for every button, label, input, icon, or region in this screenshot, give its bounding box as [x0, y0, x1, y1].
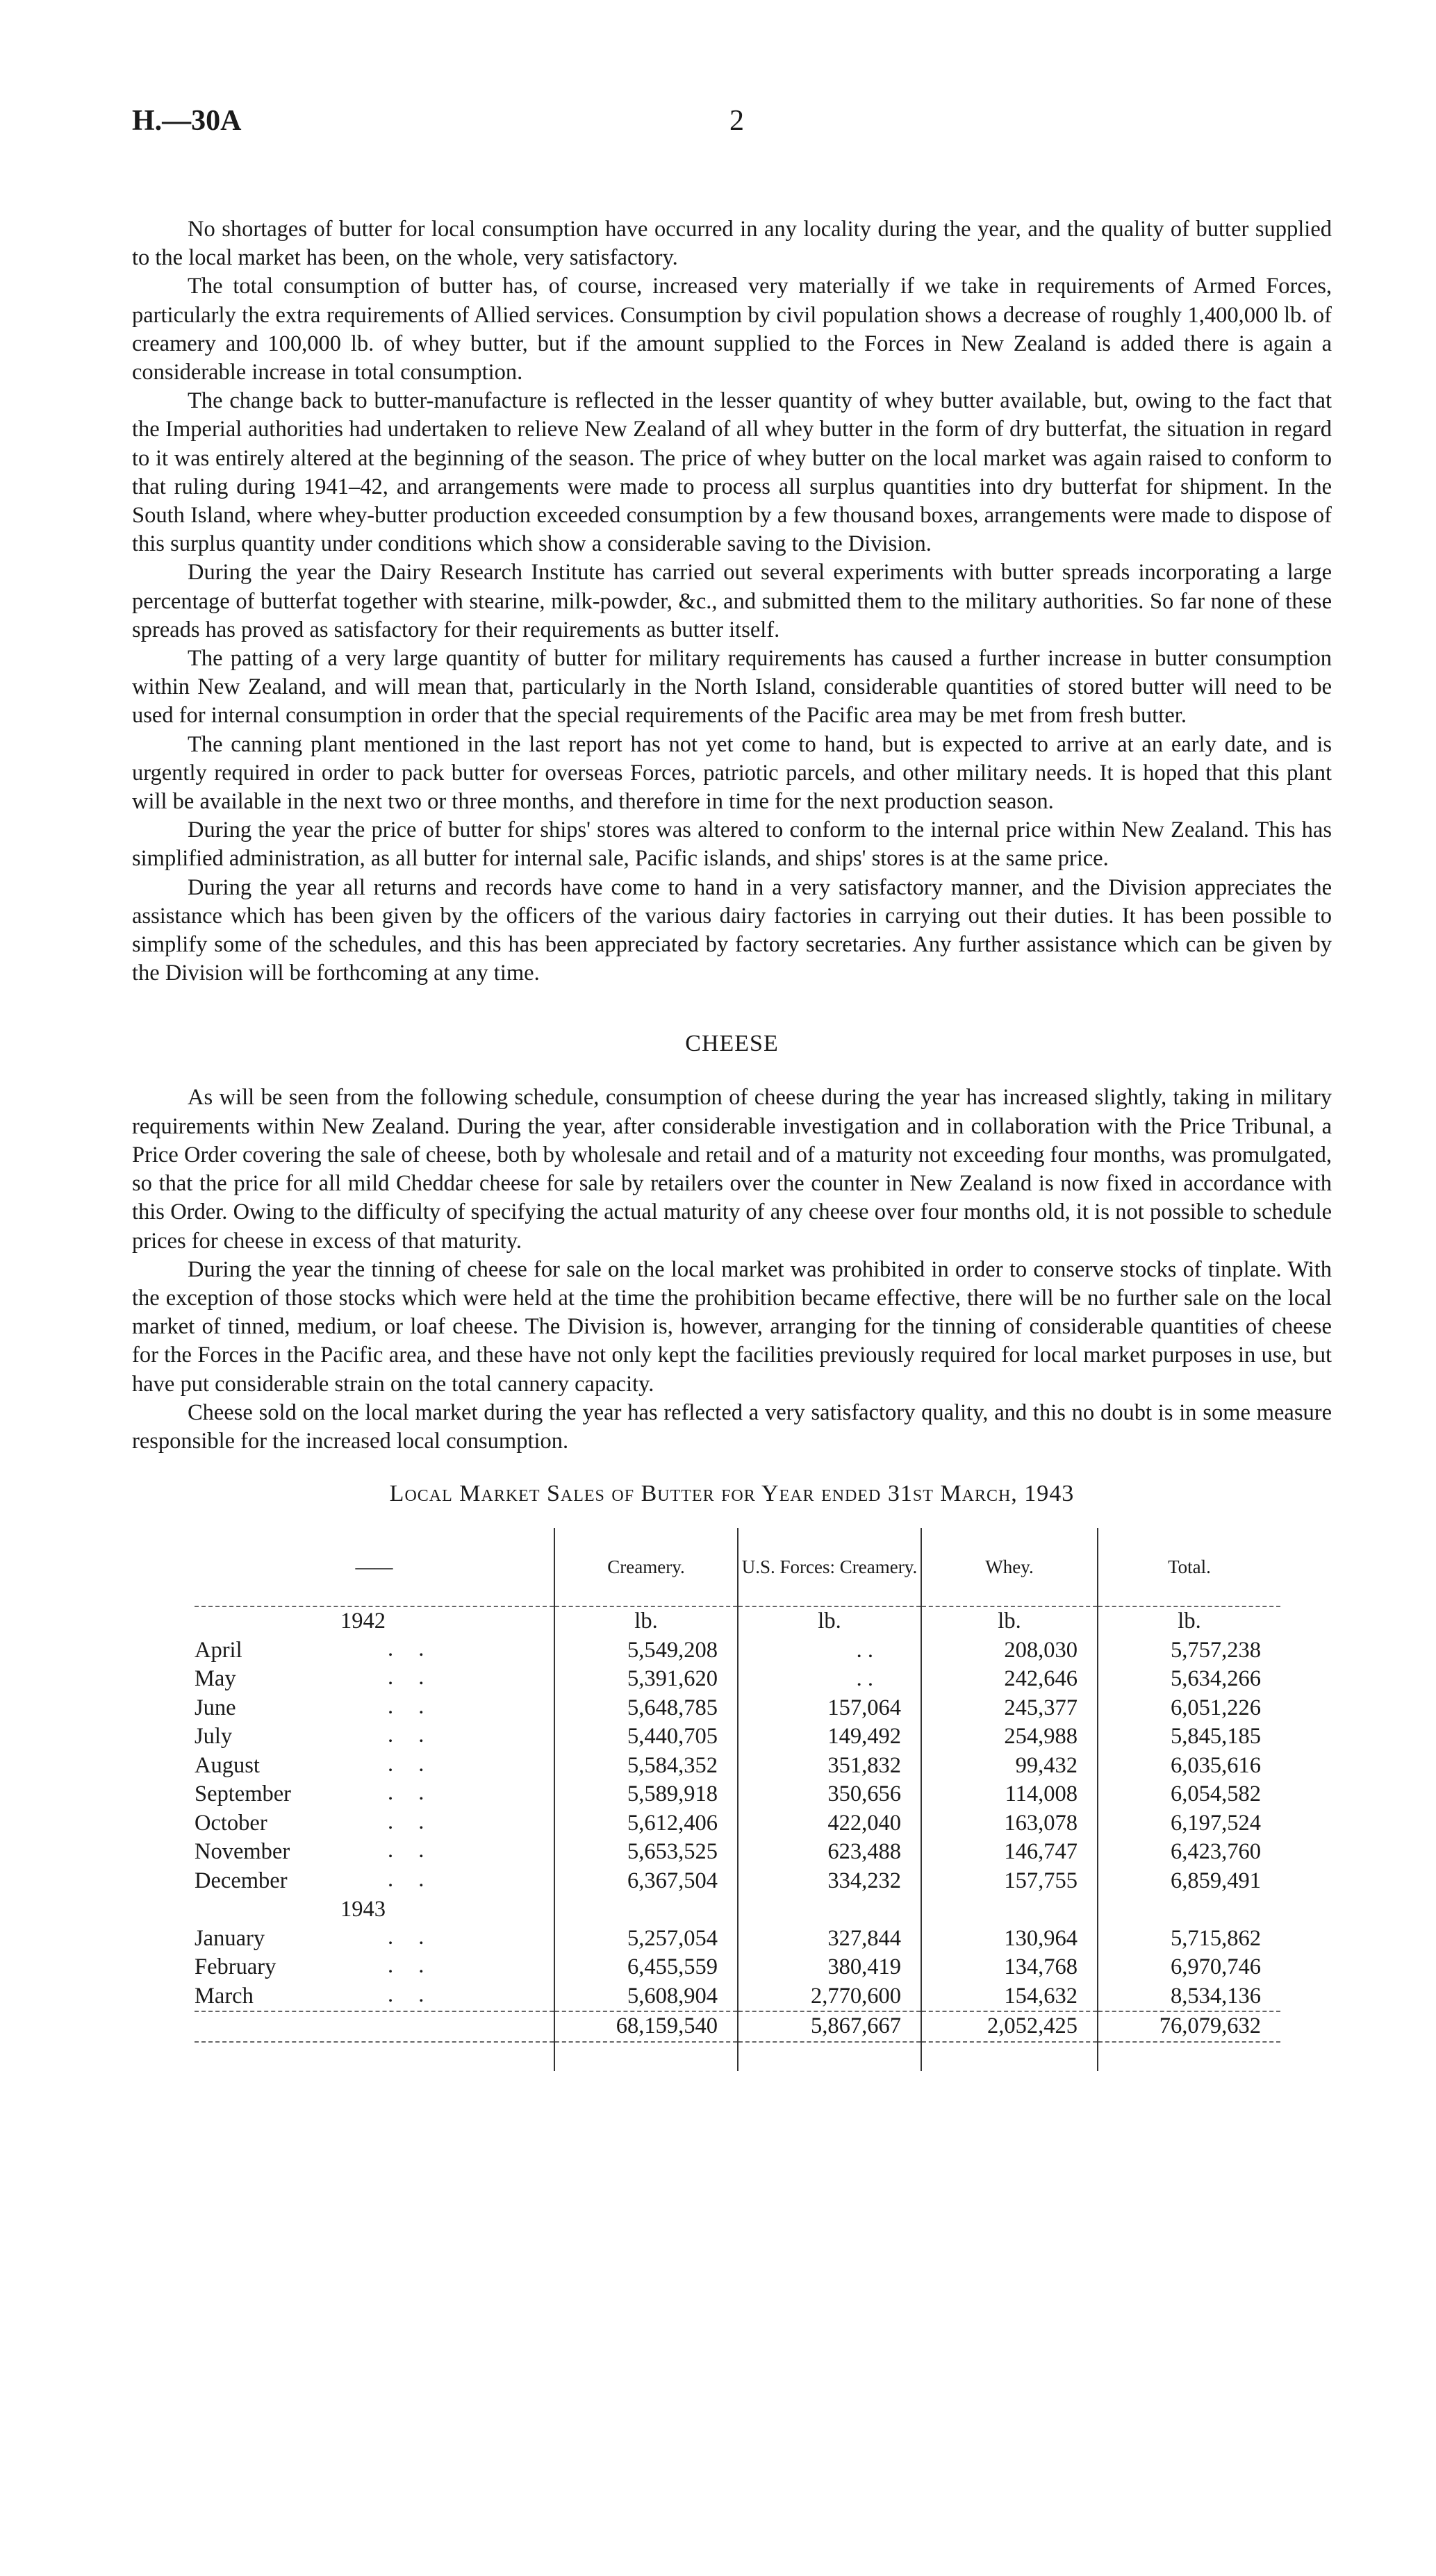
paragraph: During the year the tinning of cheese for sale on the local market was prohibited in order to conserve stocks of tinplate. With the exception of those stocks which were held at the time the prohibition became effective, there will be no further sale on the local market of tinned, medium, or loaf cheese. The Division is, however, arranging for the tinning of considerable quantities of cheese for the Forces in the Pacific area, and these have not only kept the facilities previously required for local market purposes in use, but have put considerable strain on the total cannery capacity. — [132, 1256, 1332, 1397]
us-forces-cell: 380,419 — [738, 1953, 921, 1982]
table-row — [195, 1895, 1280, 1925]
paragraph: During the year all returns and records have come to hand in a very satisfactory manner, and the Division appreciates the assistance which has been given by the officers of the various dairy factories in carrying out their duties. It has been possible to simplify some of the schedules, and this has been appreciated by factory secretaries. Any further assistance which can be given by the Division will be forthcoming at any time. — [132, 874, 1332, 986]
leader-dots: . . — [388, 1981, 434, 2007]
creamery-cell: 5,648,785 — [554, 1694, 738, 1723]
year-label: 1942 — [340, 1609, 386, 1634]
total-cell: 6,859,491 — [1098, 1867, 1280, 1896]
creamery-cell: 5,257,054 — [554, 1925, 738, 1954]
leader-dots: . . — [388, 1953, 434, 1979]
page-number: 2 — [729, 105, 744, 137]
table-row — [195, 1606, 1280, 1636]
whey-cell: 242,646 — [921, 1665, 1098, 1694]
us-forces-cell: 2,770,600 — [738, 1982, 921, 2012]
paragraph: The total consumption of butter has, of course, increased very materially if we take in requirements of Armed Forces, particularly the extra requirements of Allied services. Consumption by civil population shows a decrease of roughly 1,400,000 lb. of creamery and 100,000 lb. of whey butter, but if the amount supplied to the Forces in New Zealand is added there is again a considerable increase in total consumption. — [132, 274, 1332, 385]
page-header — [132, 104, 1332, 146]
table-row — [195, 1925, 1280, 1954]
creamery-cell: 5,589,918 — [554, 1780, 738, 1809]
us-forces-cell: 149,492 — [738, 1722, 921, 1752]
leader-dots: . . — [388, 1780, 434, 1806]
us-forces-cell: . . — [738, 1636, 921, 1665]
total-cell: 6,970,746 — [1098, 1953, 1280, 1982]
month-label: February — [195, 1954, 277, 1980]
whey-cell: 130,964 — [921, 1925, 1098, 1954]
month-label: September — [195, 1781, 291, 1807]
whey-cell: 114,008 — [921, 1780, 1098, 1809]
month-label: March — [195, 1983, 254, 2009]
butter-section — [132, 215, 1332, 988]
creamery-cell: 6,455,559 — [554, 1953, 738, 1982]
leader-dots: . . — [388, 1809, 434, 1834]
month-label: July — [195, 1724, 233, 1750]
table-row — [195, 1780, 1280, 1809]
grand-total: 76,079,632 — [1098, 2011, 1280, 2042]
month-label: August — [195, 1752, 260, 1778]
table-total-row — [195, 2011, 1280, 2042]
leader-dots: . . — [388, 1693, 434, 1719]
table-row — [195, 1809, 1280, 1838]
whey-cell: 157,755 — [921, 1867, 1098, 1896]
stub-header: —— — [195, 1528, 554, 1606]
month-label: April — [195, 1637, 242, 1663]
creamery-cell: 5,612,406 — [554, 1809, 738, 1838]
total-cell: 5,715,862 — [1098, 1925, 1280, 1954]
total-cell: 5,845,185 — [1098, 1722, 1280, 1752]
month-label: December — [195, 1868, 288, 1893]
us-forces-cell: 157,064 — [738, 1694, 921, 1723]
us-forces-total: 5,867,667 — [738, 2011, 921, 2042]
us-forces-cell: 327,844 — [738, 1925, 921, 1954]
paragraph: No shortages of butter for local consumption have occurred in any locality during the year, and the quality of butter supplied to the local market has been, on the whole, very satisfactory. — [132, 217, 1332, 271]
total-cell: 6,051,226 — [1098, 1694, 1280, 1723]
total-cell: 5,634,266 — [1098, 1665, 1280, 1694]
total-cell: 6,054,582 — [1098, 1780, 1280, 1809]
table-header-row — [195, 1528, 1280, 1606]
table-row — [195, 1953, 1280, 1982]
paragraph: As will be seen from the following schedule, consumption of cheese during the year has increased slightly, taking in military requirements within New Zealand. During the year, after considerable investigation and in collaboration with the Price Tribunal, a Price Order covering the sale of cheese, both by wholesale and retail and of a maturity not exceeding four months, was promulgated, so that the price for all mild Cheddar cheese for sale by retailers over the counter in New Zealand is now fixed in accordance with this Order. Owing to the difficulty of specifying the actual maturity of any cheese over four months old, it is not possible to schedule prices for cheese in excess of that maturity. — [132, 1085, 1332, 1254]
leader-dots: . . — [388, 1722, 434, 1748]
creamery-cell: 5,391,620 — [554, 1665, 738, 1694]
whey-total: 2,052,425 — [921, 2011, 1098, 2042]
creamery-total: 68,159,540 — [554, 2011, 738, 2042]
total-cell: 5,757,238 — [1098, 1636, 1280, 1665]
total-cell: 6,035,616 — [1098, 1752, 1280, 1781]
total-cell: 6,423,760 — [1098, 1838, 1280, 1867]
table-end-rule — [195, 2042, 1280, 2072]
column-header-us-forces: U.S. Forces: Creamery. — [738, 1528, 921, 1606]
paragraph: During the year the price of butter for ships' stores was altered to conform to the internal price within New Zealand. This has simplified administration, as all butter for internal sale, Pacific islands, and ships' stores is at the same price. — [132, 817, 1332, 872]
paragraph: During the year the Dairy Research Institute has carried out several experiments with butter spreads incorporating a large percentage of butterfat together with stearine, milk-powder, &c., and submitted them to the military authorities. So far none of these spreads has proved as satisfactory for their requirements as butter itself. — [132, 560, 1332, 642]
table-row — [195, 1867, 1280, 1896]
creamery-cell: 5,440,705 — [554, 1722, 738, 1752]
leader-dots: . . — [388, 1838, 434, 1863]
year-label: 1943 — [340, 1897, 386, 1922]
leader-dots: . . — [388, 1866, 434, 1892]
creamery-cell: 6,367,504 — [554, 1867, 738, 1896]
whey-cell: 163,078 — [921, 1809, 1098, 1838]
table-row — [195, 1665, 1280, 1694]
leader-dots: . . — [388, 1924, 434, 1950]
month-label: May — [195, 1666, 236, 1692]
whey-cell: 208,030 — [921, 1636, 1098, 1665]
cheese-section — [132, 1083, 1332, 1456]
unit-label: lb. — [1098, 1606, 1280, 1636]
us-forces-cell: 422,040 — [738, 1809, 921, 1838]
creamery-cell: 5,549,208 — [554, 1636, 738, 1665]
section-heading-cheese: CHEESE — [685, 1031, 779, 1057]
table-row — [195, 1722, 1280, 1752]
paragraph: The canning plant mentioned in the last report has not yet come to hand, but is expected to arrive at an early date, and is urgently required in order to pack butter for overseas Forces, patriotic parcels, and other military needs. It is hoped that this plant will be available in the next two or three months, and therefore in time for the next production season. — [132, 731, 1332, 815]
paragraph: The patting of a very large quantity of butter for military requirements has caused a further increase in butter consumption within New Zealand, and will mean that, particularly in the North Island, considerable quantities of stored butter will need to be used for internal consumption in order that the special requirements of the Pacific area may be met from fresh butter. — [132, 646, 1332, 729]
column-header-total: Total. — [1098, 1528, 1280, 1606]
creamery-cell: 5,608,904 — [554, 1982, 738, 2012]
paragraph: Cheese sold on the local market during the year has reflected a very satisfactory quality, and this no doubt is in some measure responsible for the increased local consumption. — [132, 1399, 1332, 1454]
unit-label: lb. — [738, 1606, 921, 1636]
whey-cell: 146,747 — [921, 1838, 1098, 1867]
unit-label: lb. — [554, 1606, 738, 1636]
document-code: H.—30A — [132, 105, 242, 137]
unit-label: lb. — [921, 1606, 1098, 1636]
month-label: January — [195, 1925, 265, 1951]
table-row — [195, 1694, 1280, 1723]
whey-cell: 254,988 — [921, 1722, 1098, 1752]
leader-dots: . . — [388, 1636, 434, 1661]
table-row — [195, 1752, 1280, 1781]
column-header-whey: Whey. — [921, 1528, 1098, 1606]
us-forces-cell: . . — [738, 1665, 921, 1694]
whey-cell: 245,377 — [921, 1694, 1098, 1723]
leader-dots: . . — [388, 1665, 434, 1690]
leader-dots: . . — [388, 1751, 434, 1777]
us-forces-cell: 351,832 — [738, 1752, 921, 1781]
table-row — [195, 1636, 1280, 1665]
table-row — [195, 1838, 1280, 1867]
month-label: November — [195, 1839, 290, 1865]
whey-cell: 134,768 — [921, 1953, 1098, 1982]
whey-cell: 99,432 — [921, 1752, 1098, 1781]
total-cell: 8,534,136 — [1098, 1982, 1280, 2012]
us-forces-cell: 334,232 — [738, 1867, 921, 1896]
column-header-creamery: Creamery. — [554, 1528, 738, 1606]
table-title: Local Market Sales of Butter for Year ended 31st March, 1943 — [389, 1481, 1075, 1507]
month-label: June — [195, 1695, 236, 1720]
whey-cell: 154,632 — [921, 1982, 1098, 2012]
paragraph: The change back to butter-manufacture is reflected in the lesser quantity of whey butter available, but, owing to the fact that the Imperial authorities had undertaken to relieve New Zealand of all whey butter in the form of dry butterfat, the situation in regard to it was entirely altered at the beginning of the season. The price of whey butter on the local market was again raised to conform to that ruling during 1941–42, and arrangements were made to process all surplus quantities into dry butterfat for shipment. In the South Island, where whey-butter production exceeded consumption by a few thousand boxes, arrangements were made to dispose of this surplus quantity under conditions which show a considerable saving to the Division. — [132, 388, 1332, 557]
butter-sales-table — [195, 1528, 1280, 2071]
table-row — [195, 1982, 1280, 2012]
month-label: October — [195, 1810, 267, 1836]
us-forces-cell: 350,656 — [738, 1780, 921, 1809]
creamery-cell: 5,653,525 — [554, 1838, 738, 1867]
total-cell: 6,197,524 — [1098, 1809, 1280, 1838]
creamery-cell: 5,584,352 — [554, 1752, 738, 1781]
us-forces-cell: 623,488 — [738, 1838, 921, 1867]
